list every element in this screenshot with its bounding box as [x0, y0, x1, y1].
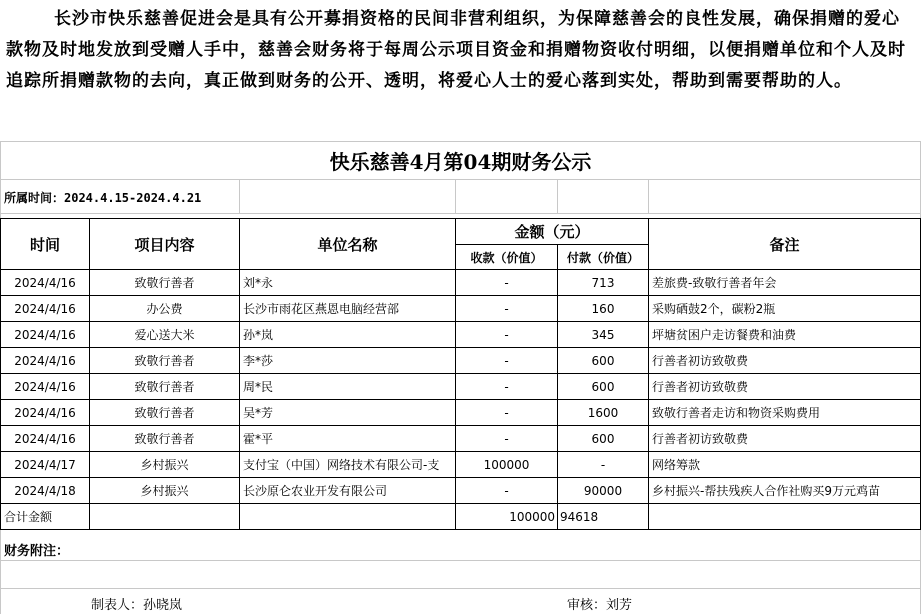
cell-project: 致敬行善者 — [90, 374, 240, 400]
header-unit: 单位名称 — [240, 219, 456, 270]
cell-paid: 600 — [558, 348, 649, 374]
cell-received: 100000 — [456, 452, 558, 478]
cell-paid: 160 — [558, 296, 649, 322]
cell-received: - — [456, 296, 558, 322]
cell-project: 致敬行善者 — [90, 400, 240, 426]
cell-date: 2024/4/16 — [1, 400, 90, 426]
table-row — [1, 270, 921, 296]
cell-remark: 网络筹款 — [649, 452, 921, 478]
cell-date: 2024/4/18 — [1, 478, 90, 504]
intro-paragraph: 长沙市快乐慈善促进会是具有公开募捐资格的民间非营利组织，为保障慈善会的良性发展，确保捐赠的爱心款物及时地发放到受赠人手中，慈善会财务将于每周公示项目资金和捐赠物资收付明细，以便捐赠单位和个人及时追踪所捐赠款物的去向，真正做到财务的公开、透明，将爱心人士的爱心落到实处，帮助到需要帮助的人。 — [6, 9, 906, 91]
period-label: 所属时间：2024.4.15-2024.4.21 — [4, 191, 202, 205]
table-row — [1, 322, 921, 348]
cell-received: - — [456, 270, 558, 296]
cell-paid: 345 — [558, 322, 649, 348]
total-received: 100000 — [456, 504, 558, 530]
cell-project: 爱心送大米 — [90, 322, 240, 348]
table-row — [1, 426, 921, 452]
notes-label: 财务附注： — [4, 544, 70, 559]
cell-received: - — [456, 322, 558, 348]
cell-remark: 坪塘贫困户走访餐费和油费 — [649, 322, 921, 348]
cell-received: - — [456, 348, 558, 374]
cell-unit: 李*莎 — [240, 348, 456, 374]
header-remark: 备注 — [649, 219, 921, 270]
reviewer: 审核：刘芳 — [567, 598, 633, 613]
cell-project: 致敬行善者 — [90, 426, 240, 452]
cell-unit: 支付宝（中国）网络技术有限公司-支 — [240, 452, 456, 478]
cell-project: 致敬行善者 — [90, 270, 240, 296]
total-row — [1, 504, 921, 530]
table-row — [1, 296, 921, 322]
header-project: 项目内容 — [90, 219, 240, 270]
divider — [0, 179, 921, 180]
header-paid: 付款（价值） — [558, 245, 649, 270]
divider — [455, 179, 456, 213]
table-row — [1, 374, 921, 400]
cell-received: - — [456, 400, 558, 426]
cell-paid: 90000 — [558, 478, 649, 504]
divider — [0, 141, 921, 142]
cell-paid: 600 — [558, 374, 649, 400]
cell-date: 2024/4/16 — [1, 348, 90, 374]
cell-unit: 刘*永 — [240, 270, 456, 296]
cell-unit: 周*民 — [240, 374, 456, 400]
header-received: 收款（价值） — [456, 245, 558, 270]
table-row — [1, 348, 921, 374]
divider — [0, 213, 921, 214]
divider — [0, 588, 921, 589]
cell-unit: 霍*平 — [240, 426, 456, 452]
cell-project: 办公费 — [90, 296, 240, 322]
cell-date: 2024/4/16 — [1, 374, 90, 400]
cell-paid: 713 — [558, 270, 649, 296]
table-row — [1, 478, 921, 504]
cell-date: 2024/4/16 — [1, 322, 90, 348]
cell-date: 2024/4/17 — [1, 452, 90, 478]
cell-date: 2024/4/16 — [1, 270, 90, 296]
total-label: 合计金额 — [1, 504, 90, 530]
cell-received: - — [456, 478, 558, 504]
table-row — [1, 452, 921, 478]
cell-unit: 长沙原仑农业开发有限公司 — [240, 478, 456, 504]
divider — [0, 560, 921, 561]
cell-remark: 乡村振兴-帮扶残疾人合作社购买9万元鸡苗 — [649, 478, 921, 504]
cell-received: - — [456, 426, 558, 452]
cell-remark: 采购硒鼓2个，碳粉2瓶 — [649, 296, 921, 322]
cell-paid: 1600 — [558, 400, 649, 426]
divider — [648, 179, 649, 213]
cell-remark: 行善者初访致敬费 — [649, 348, 921, 374]
cell-date: 2024/4/16 — [1, 296, 90, 322]
header-amount: 金额（元） — [456, 219, 649, 245]
cell-date: 2024/4/16 — [1, 426, 90, 452]
cell-project: 乡村振兴 — [90, 478, 240, 504]
cell-received: - — [456, 374, 558, 400]
preparer: 制表人：孙晓岚 — [91, 598, 183, 613]
cell-remark: 致敬行善者走访和物资采购费用 — [649, 400, 921, 426]
cell-unit: 吴*芳 — [240, 400, 456, 426]
finance-table — [0, 218, 921, 530]
header-time: 时间 — [1, 219, 90, 270]
table-row — [1, 400, 921, 426]
cell-remark: 差旅费-致敬行善者年会 — [649, 270, 921, 296]
cell-remark: 行善者初访致敬费 — [649, 374, 921, 400]
cell-project: 致敬行善者 — [90, 348, 240, 374]
cell-paid: - — [558, 452, 649, 478]
divider — [239, 179, 240, 213]
cell-project: 乡村振兴 — [90, 452, 240, 478]
page-title: 快乐慈善4月第04期财务公示 — [329, 150, 592, 174]
cell-remark: 行善者初访致敬费 — [649, 426, 921, 452]
total-paid: 94618 — [558, 504, 649, 530]
cell-paid: 600 — [558, 426, 649, 452]
cell-unit: 孙*岚 — [240, 322, 456, 348]
cell-unit: 长沙市雨花区燕恩电脑经营部 — [240, 296, 456, 322]
divider — [557, 179, 558, 213]
